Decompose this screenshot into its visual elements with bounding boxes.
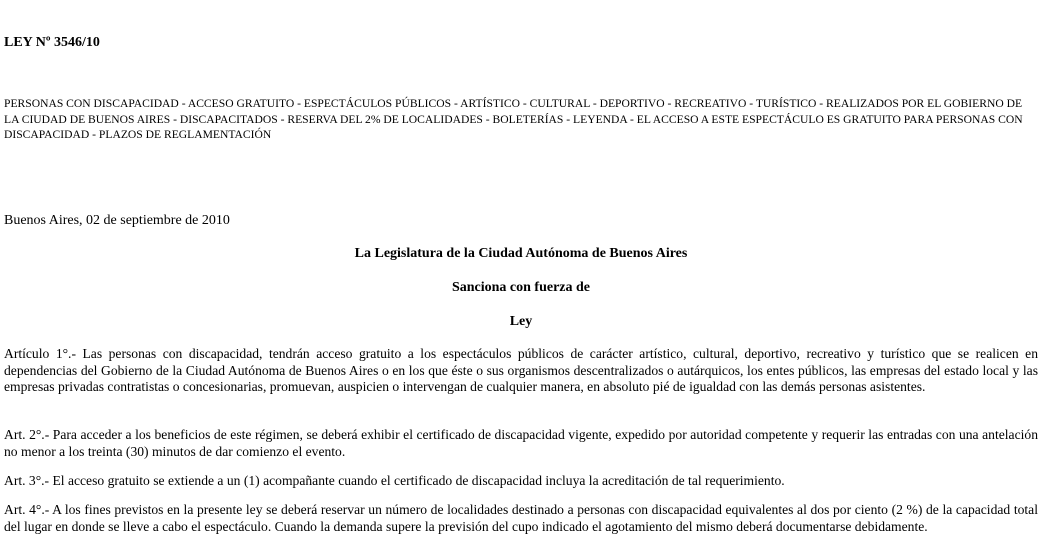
- place-date: Buenos Aires, 02 de septiembre de 2010: [4, 213, 230, 228]
- article-1: Artículo 1°.- Las personas con discapacidad, tendrán acceso gratuito a los espectáculos públicos de carácter artístico, cultural, deportivo, recreativo y turístico que se realicen en dependencias del Gobierno de la Ciudad Autónoma de Buenos Aires o en los que éste o sus organismos descentralizados o autárquicos, los entes públicos, las empresas del estado local y las empresas privadas contratistas o concesionarias, promuevan, auspicien o intervengan de cualquier manera, en absoluto pié de igualdad con las demás personas asistentes.: [4, 346, 1038, 395]
- enacting-body-heading: La Legislatura de la Ciudad Autónoma de Buenos Aires: [354, 246, 688, 261]
- law-number-title: LEY Nº 3546/10: [4, 35, 100, 50]
- ley-heading: Ley: [509, 314, 533, 329]
- law-summary: PERSONAS CON DISCAPACIDAD - ACCESO GRATUITO - ESPECTÁCULOS PÚBLICOS - ARTÍSTICO - CULTURAL - DEPORTIVO - RECREATIVO - TURÍSTICO - REALIZADOS POR EL GOBIERNO DE LA CIUDAD DE BUENOS AIRES - DISCAPACITADOS - RESERVA DEL 2% DE LOCALIDADES - BOLETERÍAS - LEYENDA - EL ACCESO A ESTE ESPECTÁCULO ES GRATUITO PARA PERSONAS CON DISCAPACIDAD - PLAZOS DE REGLAMENTACIÓN: [4, 97, 1023, 141]
- article-3: Art. 3°.- El acceso gratuito se extiende a un (1) acompañante cuando el certificado de discapacidad incluya la acreditación de tal requerimiento.: [4, 473, 785, 488]
- sanction-heading: Sanciona con fuerza de: [451, 280, 591, 295]
- article-2: Art. 2°.- Para acceder a los beneficios de este régimen, se deberá exhibir el certificado de discapacidad vigente, expedido por autoridad competente y requerir las entradas con una antelación no menor a los treinta (30) minutos de dar comienzo el evento.: [4, 427, 1038, 459]
- article-4: Art. 4°.- A los fines previstos en la presente ley se deberá reservar un número de localidades destinado a personas con discapacidad equivalentes al dos por ciento (2 %) de la capacidad total del lugar en donde se lleve a cabo el espectáculo. Cuando la demanda supere la previsión del cupo indicado el agotamiento del mismo deberá documentarse debidamente.: [4, 502, 1038, 534]
